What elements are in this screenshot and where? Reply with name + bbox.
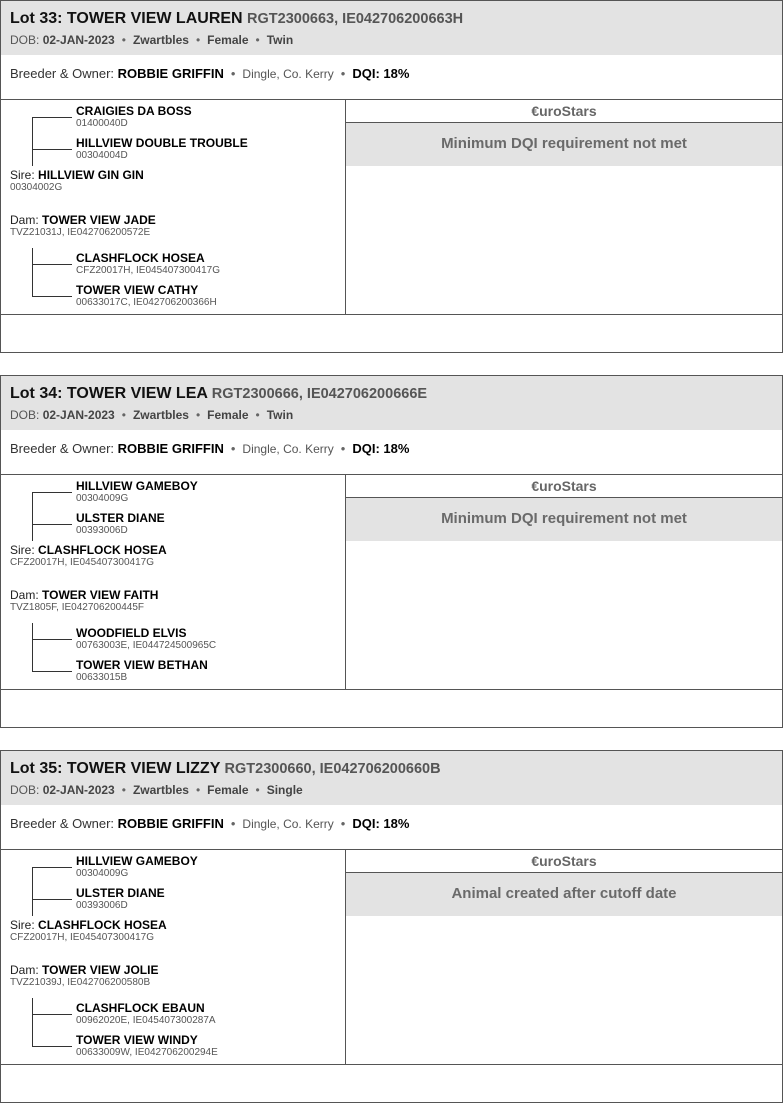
lot-details: DOB: 02-JAN-2023 • Zwartbles • Female • Twin bbox=[10, 408, 294, 422]
pedigree-connector bbox=[32, 524, 72, 525]
lot-details: DOB: 02-JAN-2023 • Zwartbles • Female • Twin bbox=[10, 33, 294, 47]
pedigree-connector bbox=[32, 867, 72, 868]
dam-dam-name: TOWER VIEW BETHAN bbox=[76, 658, 208, 672]
pedigree-connector bbox=[32, 492, 72, 493]
dam-dam-entry bbox=[76, 284, 217, 308]
dam-name: TOWER VIEW FAITH bbox=[42, 588, 159, 602]
dam-entry bbox=[10, 964, 158, 988]
breeder-location: Dingle, Co. Kerry bbox=[242, 67, 334, 81]
dob-label: DOB: bbox=[10, 33, 40, 47]
sire-entry bbox=[10, 544, 167, 568]
sire-id: 00304002G bbox=[10, 182, 63, 193]
sire-dam-entry bbox=[76, 887, 165, 911]
lot-body bbox=[1, 474, 782, 690]
sire-dam-name: ULSTER DIANE bbox=[76, 511, 165, 525]
dam-entry bbox=[10, 589, 158, 613]
pedigree-connector bbox=[32, 867, 33, 916]
eurostars-heading: €uroStars bbox=[346, 850, 782, 873]
sire-dam-name: HILLVIEW DOUBLE TROUBLE bbox=[76, 136, 248, 150]
sire-sire-entry bbox=[76, 105, 192, 129]
sex-value: Female bbox=[207, 33, 249, 47]
dam-sire-entry bbox=[76, 252, 220, 276]
lot-header bbox=[1, 376, 782, 430]
breeder-name: ROBBIE GRIFFIN bbox=[117, 66, 224, 81]
breeder-row: Breeder & Owner: ROBBIE GRIFFIN • Dingle, Co. Kerry • DQI: 18% bbox=[10, 441, 410, 456]
pedigree-connector bbox=[32, 1046, 72, 1047]
sex-value: Female bbox=[207, 408, 249, 422]
sire-name: HILLVIEW GIN GIN bbox=[38, 168, 144, 182]
sire-sire-id: 01400040D bbox=[76, 118, 128, 129]
lot-header bbox=[1, 751, 782, 805]
dob-label: DOB: bbox=[10, 783, 40, 797]
dam-dam-id: 00633009W, IE042706200294E bbox=[76, 1047, 218, 1058]
breeder-name: ROBBIE GRIFFIN bbox=[117, 816, 224, 831]
lot-ids: RGT2300663, IE042706200663H bbox=[247, 11, 464, 27]
dam-id: TVZ21031J, IE042706200572E bbox=[10, 227, 151, 238]
pedigree-connector bbox=[32, 639, 72, 640]
pedigree-tree bbox=[1, 850, 346, 1064]
dam-sire-id: CFZ20017H, IE045407300417G bbox=[76, 265, 220, 276]
sire-label: Sire: bbox=[10, 543, 35, 557]
pedigree-connector bbox=[32, 117, 72, 118]
lot-name: Lot 35: TOWER VIEW LIZZY bbox=[10, 760, 221, 777]
eurostars-panel bbox=[346, 100, 782, 314]
lot-details: DOB: 02-JAN-2023 • Zwartbles • Female • Single bbox=[10, 783, 303, 797]
sire-sire-name: CRAIGIES DA BOSS bbox=[76, 104, 192, 118]
dam-entry bbox=[10, 214, 156, 238]
birth-type-value: Single bbox=[266, 783, 303, 797]
pedigree-connector bbox=[32, 296, 72, 297]
lot-card bbox=[0, 750, 783, 1103]
dqi-value: DQI: 18% bbox=[352, 66, 410, 81]
sire-sire-name: HILLVIEW GAMEBOY bbox=[76, 479, 198, 493]
dam-sire-name: CLASHFLOCK EBAUN bbox=[76, 1001, 205, 1015]
lot-body bbox=[1, 849, 782, 1065]
pedigree-connector bbox=[32, 998, 33, 1047]
lot-title bbox=[10, 383, 773, 405]
breeder-location: Dingle, Co. Kerry bbox=[242, 817, 334, 831]
dam-sire-name: WOODFIELD ELVIS bbox=[76, 626, 187, 640]
dam-sire-id: 00763003E, IE044724500965C bbox=[76, 640, 217, 651]
dob-value: 02-JAN-2023 bbox=[42, 783, 115, 797]
pedigree-connector bbox=[32, 899, 72, 900]
pedigree-connector bbox=[32, 248, 33, 297]
pedigree-connector bbox=[32, 264, 72, 265]
dam-dam-id: 00633017C, IE042706200366H bbox=[76, 297, 217, 308]
sex-value: Female bbox=[207, 783, 249, 797]
dam-sire-entry bbox=[76, 1002, 216, 1026]
breeder-location: Dingle, Co. Kerry bbox=[242, 442, 334, 456]
dam-sire-id: 00962020E, IE045407300287A bbox=[76, 1015, 216, 1026]
sire-dam-name: ULSTER DIANE bbox=[76, 886, 165, 900]
pedigree-tree bbox=[1, 475, 346, 689]
sire-name: CLASHFLOCK HOSEA bbox=[38, 543, 167, 557]
dam-dam-id: 00633015B bbox=[76, 672, 128, 683]
breed-value: Zwartbles bbox=[132, 783, 189, 797]
eurostars-heading: €uroStars bbox=[346, 475, 782, 498]
sire-dam-entry bbox=[76, 137, 248, 161]
dam-name: TOWER VIEW JADE bbox=[42, 213, 156, 227]
dqi-value: DQI: 18% bbox=[352, 441, 410, 456]
pedigree-connector bbox=[32, 492, 33, 541]
sire-sire-entry bbox=[76, 480, 198, 504]
pedigree-tree bbox=[1, 100, 346, 314]
sire-sire-name: HILLVIEW GAMEBOY bbox=[76, 854, 198, 868]
dam-name: TOWER VIEW JOLIE bbox=[42, 963, 159, 977]
birth-type-value: Twin bbox=[266, 33, 294, 47]
dam-label: Dam: bbox=[10, 963, 39, 977]
dqi-value: DQI: 18% bbox=[352, 816, 410, 831]
breeder-row: Breeder & Owner: ROBBIE GRIFFIN • Dingle, Co. Kerry • DQI: 18% bbox=[10, 66, 410, 81]
pedigree-connector bbox=[32, 623, 33, 672]
pedigree-connector bbox=[32, 117, 33, 166]
sire-dam-id: 00393006D bbox=[76, 525, 128, 536]
dam-sire-entry bbox=[76, 627, 216, 651]
breeder-label: Breeder & Owner: bbox=[10, 441, 115, 456]
sire-label: Sire: bbox=[10, 168, 35, 182]
eurostars-message: Animal created after cutoff date bbox=[346, 873, 782, 916]
eurostars-message: Minimum DQI requirement not met bbox=[346, 498, 782, 541]
dam-id: TVZ1805F, IE042706200445F bbox=[10, 602, 144, 613]
dob-label: DOB: bbox=[10, 408, 40, 422]
breeder-label: Breeder & Owner: bbox=[10, 816, 115, 831]
dam-label: Dam: bbox=[10, 588, 39, 602]
sire-sire-entry bbox=[76, 855, 198, 879]
lot-name: Lot 33: TOWER VIEW LAUREN bbox=[10, 10, 243, 27]
sire-entry bbox=[10, 919, 167, 943]
sire-dam-id: 00393006D bbox=[76, 900, 128, 911]
eurostars-heading: €uroStars bbox=[346, 100, 782, 123]
dam-dam-entry bbox=[76, 1034, 218, 1058]
eurostars-panel bbox=[346, 850, 782, 1064]
sire-label: Sire: bbox=[10, 918, 35, 932]
dam-sire-name: CLASHFLOCK HOSEA bbox=[76, 251, 205, 265]
pedigree-connector bbox=[32, 149, 72, 150]
dam-label: Dam: bbox=[10, 213, 39, 227]
sire-entry bbox=[10, 169, 144, 193]
lot-header bbox=[1, 1, 782, 55]
eurostars-panel bbox=[346, 475, 782, 689]
sire-dam-entry bbox=[76, 512, 165, 536]
lot-card bbox=[0, 375, 783, 728]
lot-name: Lot 34: TOWER VIEW LEA bbox=[10, 385, 208, 402]
pedigree-connector bbox=[32, 671, 72, 672]
dam-id: TVZ21039J, IE042706200580B bbox=[10, 977, 151, 988]
sire-name: CLASHFLOCK HOSEA bbox=[38, 918, 167, 932]
breed-value: Zwartbles bbox=[132, 408, 189, 422]
dam-dam-name: TOWER VIEW WINDY bbox=[76, 1033, 198, 1047]
lot-title bbox=[10, 8, 773, 30]
pedigree-connector bbox=[32, 1014, 72, 1015]
lot-card bbox=[0, 0, 783, 353]
sire-id: CFZ20017H, IE045407300417G bbox=[10, 557, 154, 568]
dob-value: 02-JAN-2023 bbox=[42, 408, 115, 422]
breeder-name: ROBBIE GRIFFIN bbox=[117, 441, 224, 456]
lot-body bbox=[1, 99, 782, 315]
breeder-label: Breeder & Owner: bbox=[10, 66, 115, 81]
lot-ids: RGT2300666, IE042706200666E bbox=[211, 386, 428, 402]
sire-dam-id: 00304004D bbox=[76, 150, 128, 161]
sire-sire-id: 00304009G bbox=[76, 493, 129, 504]
lot-title bbox=[10, 758, 773, 780]
dam-dam-name: TOWER VIEW CATHY bbox=[76, 283, 199, 297]
sire-sire-id: 00304009G bbox=[76, 868, 129, 879]
breeder-row: Breeder & Owner: ROBBIE GRIFFIN • Dingle, Co. Kerry • DQI: 18% bbox=[10, 816, 410, 831]
eurostars-message: Minimum DQI requirement not met bbox=[346, 123, 782, 166]
dam-dam-entry bbox=[76, 659, 208, 683]
dob-value: 02-JAN-2023 bbox=[42, 33, 115, 47]
lot-ids: RGT2300660, IE042706200660B bbox=[224, 761, 441, 777]
birth-type-value: Twin bbox=[266, 408, 294, 422]
sire-id: CFZ20017H, IE045407300417G bbox=[10, 932, 154, 943]
breed-value: Zwartbles bbox=[132, 33, 189, 47]
